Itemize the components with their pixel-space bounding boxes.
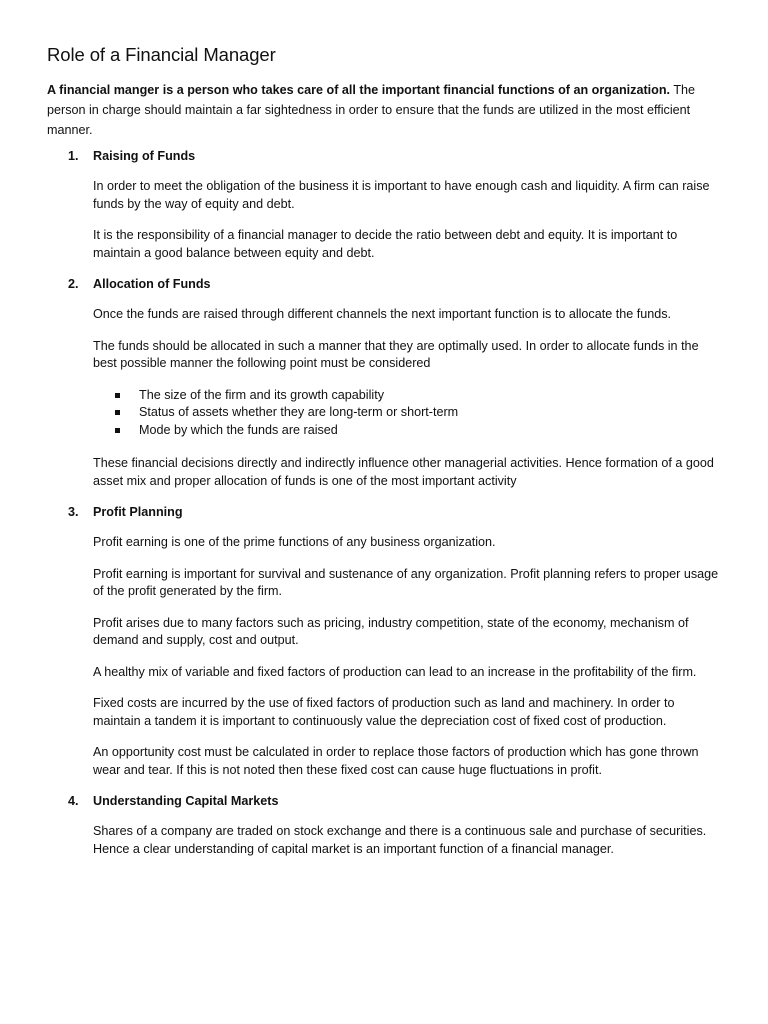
paragraph: Shares of a company are traded on stock exchange and there is a continuous sale and purchase of securities. Hence a clear understanding of capital market is an important function of a financial manager. [93,824,707,856]
section-title: Allocation of Funds [93,277,211,291]
intro-text: The person in charge should maintain a far sightedness in order to ensure that the funds are utilized in the most efficient manner. [47,83,696,137]
section-title: Raising of Funds [93,149,196,163]
section-number: 1. [68,149,79,163]
paragraph: Profit earning is important for survival and sustenance of any organization. Profit planning refers to proper usage of the profit generated by the firm. [93,566,719,598]
section-title: Profit Planning [93,505,183,519]
page-title: Role of a Financial Manager [47,44,276,65]
intro-bold-text: A financial manger is a person who takes care of all the important financial functions of an organization. [47,83,671,97]
list-item-text: Status of assets whether they are long-term or short-term [139,405,459,419]
section-number: 4. [68,794,79,808]
intro-paragraph [47,80,720,140]
paragraph: Profit earning is one of the prime functions of any business organization. [93,535,496,549]
section-heading [47,504,720,520]
section-number: 3. [68,505,79,519]
paragraph: In order to meet the obligation of the business it is important to have enough cash and liquidity. A firm can raise funds by the way of equity and debt. [93,179,710,211]
paragraph: Once the funds are raised through different channels the next important function is to allocate the funds. [93,307,672,321]
section-allocation-of-funds [47,276,720,490]
list-item-text: The size of the firm and its growth capability [139,387,384,402]
paragraph: An opportunity cost must be calculated in order to replace those factors of production which has gone thrown wear and tear. If this is not noted then these fixed cost can cause huge fluctuations in profit. [93,745,699,777]
section-title: Understanding Capital Markets [93,794,279,808]
section-heading [47,793,720,809]
square-bullet-icon [115,428,120,433]
list-item [93,404,720,422]
section-profit-planning [47,504,720,779]
list-item [93,422,720,440]
list-item-text: Mode by which the funds are raised [139,422,338,437]
square-bullet-icon [115,393,120,398]
paragraph: A healthy mix of variable and fixed factors of production can lead to an increase in the profitability of the firm. [93,664,697,679]
paragraph: Fixed costs are incurred by the use of fixed factors of production such as land and machinery. In order to maintain a tandem it is important to continuously value the depreciation cost of fixed cost of production. [93,696,675,728]
paragraph: It is the responsibility of a financial manager to decide the ratio between debt and equity. It is important to maintain a good balance between equity and debt. [93,228,678,260]
paragraph: The funds should be allocated in such a manner that they are optimally used. In order to allocate funds in the best possible manner the following point must be considered [93,338,699,370]
paragraph: These financial decisions directly and indirectly influence other managerial activities. Hence formation of a good asset mix and proper allocation of funds is one of the most important activity [93,456,714,488]
bullet-list [93,387,720,440]
section-understanding-capital-markets [47,793,720,858]
section-heading [47,276,720,292]
section-number: 2. [68,277,79,291]
paragraph: Profit arises due to many factors such as pricing, industry competition, state of the economy, mechanism of demand and supply, cost and output. [93,615,689,647]
section-heading [47,148,720,164]
section-raising-of-funds [47,148,720,262]
square-bullet-icon [115,410,120,415]
list-item [93,387,720,405]
